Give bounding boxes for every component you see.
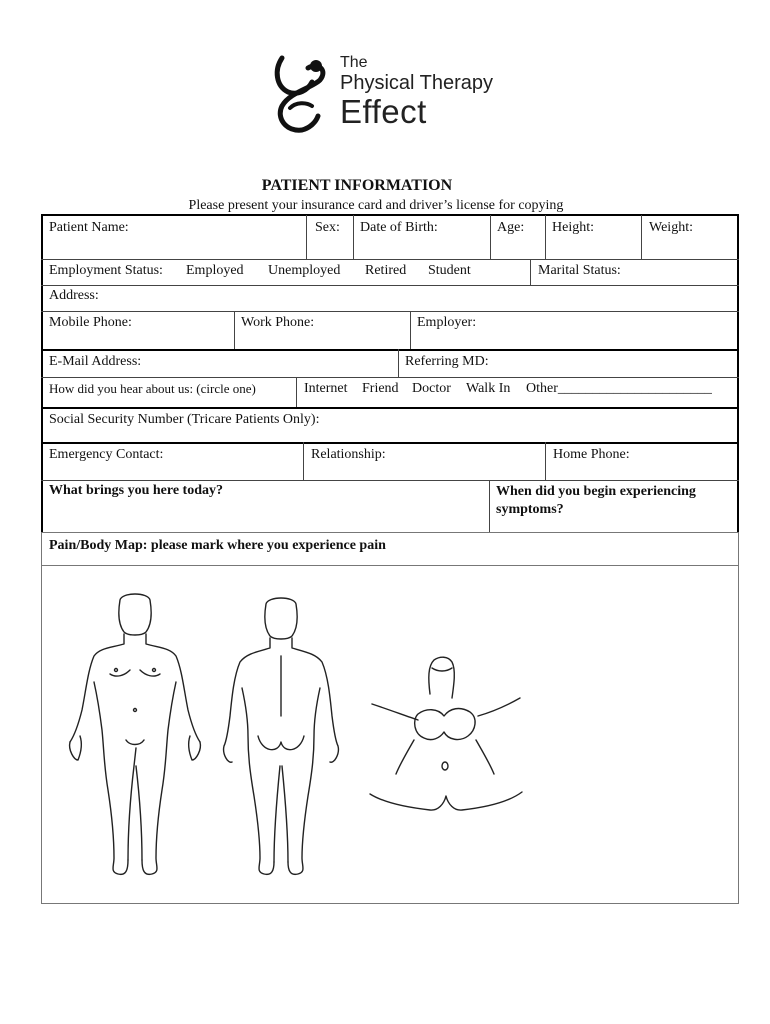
logo-text-physical-therapy: Physical Therapy	[340, 72, 494, 94]
form-divider	[398, 349, 399, 377]
hear-option-doctor[interactable]: Doctor	[412, 381, 451, 396]
address-field[interactable]: Address:	[49, 288, 99, 303]
form-divider	[41, 285, 739, 286]
logo-text-effect: Effect	[340, 93, 427, 130]
mobile-phone-field[interactable]: Mobile Phone:	[49, 315, 132, 330]
employment-status-label: Employment Status:	[49, 263, 163, 278]
form-divider	[41, 480, 739, 481]
age-field[interactable]: Age:	[497, 220, 525, 235]
what-brings-you-field[interactable]: What brings you here today?	[49, 483, 223, 498]
form-divider	[41, 259, 739, 260]
hear-about-label: How did you hear about us: (circle one)	[49, 381, 256, 396]
hear-option-friend[interactable]: Friend	[362, 381, 399, 396]
symptoms-start-field[interactable]: When did you begin experiencing symptoms?	[496, 484, 696, 517]
form-divider	[545, 215, 546, 259]
form-divider	[303, 442, 304, 480]
employment-option-employed[interactable]: Employed	[186, 263, 244, 278]
form-divider	[296, 377, 297, 407]
logo-text-the: The	[340, 54, 368, 71]
form-divider	[234, 311, 235, 349]
form-divider	[41, 377, 739, 378]
ssn-field[interactable]: Social Security Number (Tricare Patients Only):	[49, 412, 320, 427]
relationship-field[interactable]: Relationship:	[311, 447, 386, 462]
form-divider	[490, 215, 491, 259]
body-back-icon[interactable]	[222, 596, 342, 878]
emergency-contact-field[interactable]: Emergency Contact:	[49, 447, 164, 462]
employment-option-student[interactable]: Student	[428, 263, 471, 278]
referring-md-field[interactable]: Referring MD:	[405, 354, 489, 369]
date-of-birth-field[interactable]: Date of Birth:	[360, 220, 438, 235]
groin-view-icon[interactable]	[366, 654, 526, 822]
form-divider	[41, 311, 739, 312]
home-phone-field[interactable]: Home Phone:	[553, 447, 630, 462]
pain-map-label: Pain/Body Map: please mark where you experience pain	[49, 538, 386, 553]
page-subtitle: Please present your insurance card and driver’s license for copying	[188, 198, 564, 213]
page-title: PATIENT INFORMATION	[261, 177, 453, 194]
form-divider	[545, 442, 546, 480]
form-divider	[353, 215, 354, 259]
hear-option-walk-in[interactable]: Walk In	[466, 381, 511, 396]
form-divider	[530, 259, 531, 285]
employer-field[interactable]: Employer:	[417, 315, 477, 330]
body-front-icon[interactable]	[60, 590, 220, 882]
hear-option-other[interactable]: Other______________________	[526, 381, 712, 396]
weight-field[interactable]: Weight:	[649, 220, 693, 235]
sex-field[interactable]: Sex:	[315, 220, 340, 235]
work-phone-field[interactable]: Work Phone:	[241, 315, 315, 330]
employment-option-unemployed[interactable]: Unemployed	[268, 263, 341, 278]
hear-option-internet[interactable]: Internet	[304, 381, 348, 396]
form-divider	[41, 349, 739, 351]
form-divider	[410, 311, 411, 349]
form-divider	[306, 215, 307, 259]
employment-option-retired[interactable]: Retired	[365, 263, 407, 278]
marital-status-field[interactable]: Marital Status:	[538, 263, 621, 278]
height-field[interactable]: Height:	[552, 220, 594, 235]
email-field[interactable]: E-Mail Address:	[49, 354, 142, 369]
patient-name-field[interactable]: Patient Name:	[49, 220, 129, 235]
form-divider	[641, 215, 642, 259]
form-divider	[41, 407, 739, 409]
form-divider	[41, 442, 739, 444]
form-divider	[489, 480, 490, 532]
